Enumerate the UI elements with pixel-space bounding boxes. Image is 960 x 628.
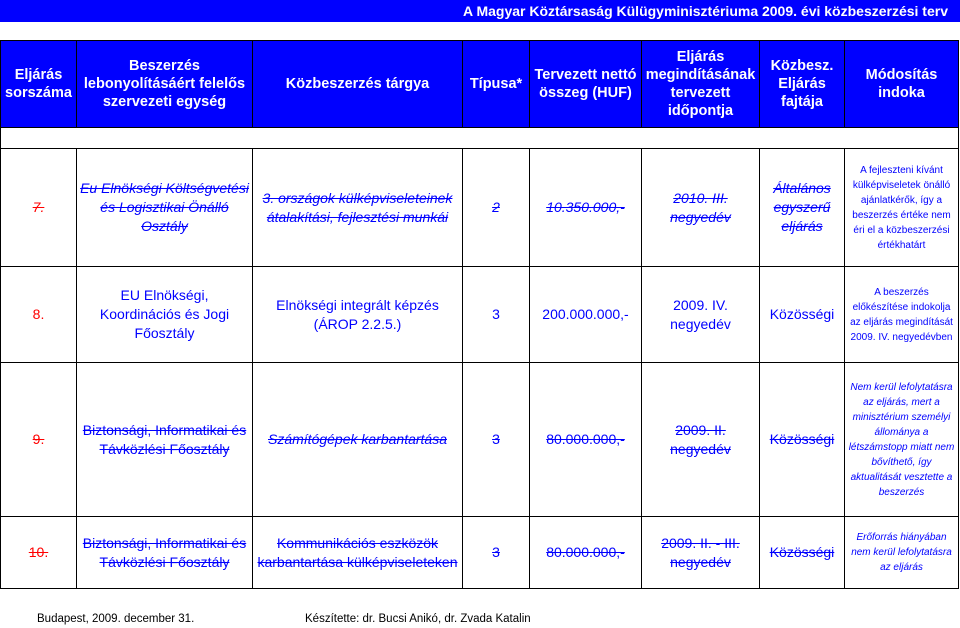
cell-reason: A fejleszteni kívánt külképviseletek önálló ajánlatkérők, így a beszerzés értéke nem éri el a közbeszerzési értékhatárt	[845, 149, 959, 267]
column-header-amount: Tervezett nettó összeg (HUF)	[530, 41, 642, 128]
column-header-subject: Közbeszerzés tárgya	[253, 41, 463, 128]
cell-type: 3	[463, 517, 530, 589]
cell-subject: Számítógépek karbantartása	[253, 363, 463, 517]
cell-unit: Biztonsági, Informatikai és Távközlési Főosztály	[77, 517, 253, 589]
row-number: 10.	[1, 517, 77, 589]
cell-date: 2009. II. - III. negyedév	[642, 517, 760, 589]
row-number: 9.	[1, 363, 77, 517]
column-header-procedure: Közbesz. Eljárás fajtája	[760, 41, 845, 128]
cell-type: 3	[463, 267, 530, 363]
cell-date: 2010. III. negyedév	[642, 149, 760, 267]
table-header-row	[1, 41, 959, 128]
column-header-date: Eljárás megindításának tervezett időpontja	[642, 41, 760, 128]
table-spacer	[1, 128, 959, 149]
footer-place-date: Budapest, 2009. december 31.	[37, 613, 195, 625]
cell-date: 2009. II. negyedév	[642, 363, 760, 517]
row-number: 7.	[1, 149, 77, 267]
document-title-bar	[0, 0, 960, 22]
cell-subject: Elnökségi integrált képzés (ÁROP 2.2.5.)	[253, 267, 463, 363]
cell-amount: 80.000.000,-	[530, 517, 642, 589]
table-row	[1, 267, 959, 363]
column-header-unit: Beszerzés lebonyolításáért felelős szervezeti egység	[77, 41, 253, 128]
cell-amount: 80.000.000,-	[530, 363, 642, 517]
row-number: 8.	[1, 267, 77, 363]
document-title: A Magyar Köztársaság Külügyminisztériuma 2009. évi közbeszerzési terv	[462, 3, 948, 19]
cell-type: 3	[463, 363, 530, 517]
column-header-number: Eljárás sorszáma	[1, 41, 77, 128]
cell-procedure: Közösségi	[760, 363, 845, 517]
table-row	[1, 517, 959, 589]
table-row	[1, 149, 959, 267]
cell-subject: 3. országok külképviseleteinek átalakítási, fejlesztési munkái	[253, 149, 463, 267]
column-header-reason: Módosítás indoka	[845, 41, 959, 128]
procurement-plan-table	[0, 40, 959, 589]
cell-subject: Kommunikációs eszközök karbantartása külképviseleteken	[253, 517, 463, 589]
cell-unit: Biztonsági, Informatikai és Távközlési Főosztály	[77, 363, 253, 517]
cell-procedure: Közösségi	[760, 517, 845, 589]
cell-type: 2	[463, 149, 530, 267]
cell-unit: EU Elnökségi, Koordinációs és Jogi Főosztály	[77, 267, 253, 363]
footer-author: Készítette: dr. Bucsi Anikó, dr. Zvada Katalin	[305, 613, 531, 625]
cell-date: 2009. IV. negyedév	[642, 267, 760, 363]
cell-reason: Nem kerül lefolytatásra az eljárás, mert a minisztérium személyi állománya a létszámstopp miatt nem bővíthető, így aktualitását vesztette a beszerzés	[845, 363, 959, 517]
cell-amount: 200.000.000,-	[530, 267, 642, 363]
cell-reason: A beszerzés előkészítése indokolja az eljárás megindítását 2009. IV. negyedévben	[845, 267, 959, 363]
document-footer	[0, 611, 960, 628]
cell-procedure: Közösségi	[760, 267, 845, 363]
cell-reason: Erőforrás hiányában nem kerül lefolytatásra az eljárás	[845, 517, 959, 589]
cell-amount: 10.350.000,-	[530, 149, 642, 267]
table-row	[1, 363, 959, 517]
cell-procedure: Általános egyszerű eljárás	[760, 149, 845, 267]
column-header-type: Típusa*	[463, 41, 530, 128]
cell-unit: Eu Elnökségi Költségvetési és Logisztikai Önálló Osztály	[77, 149, 253, 267]
